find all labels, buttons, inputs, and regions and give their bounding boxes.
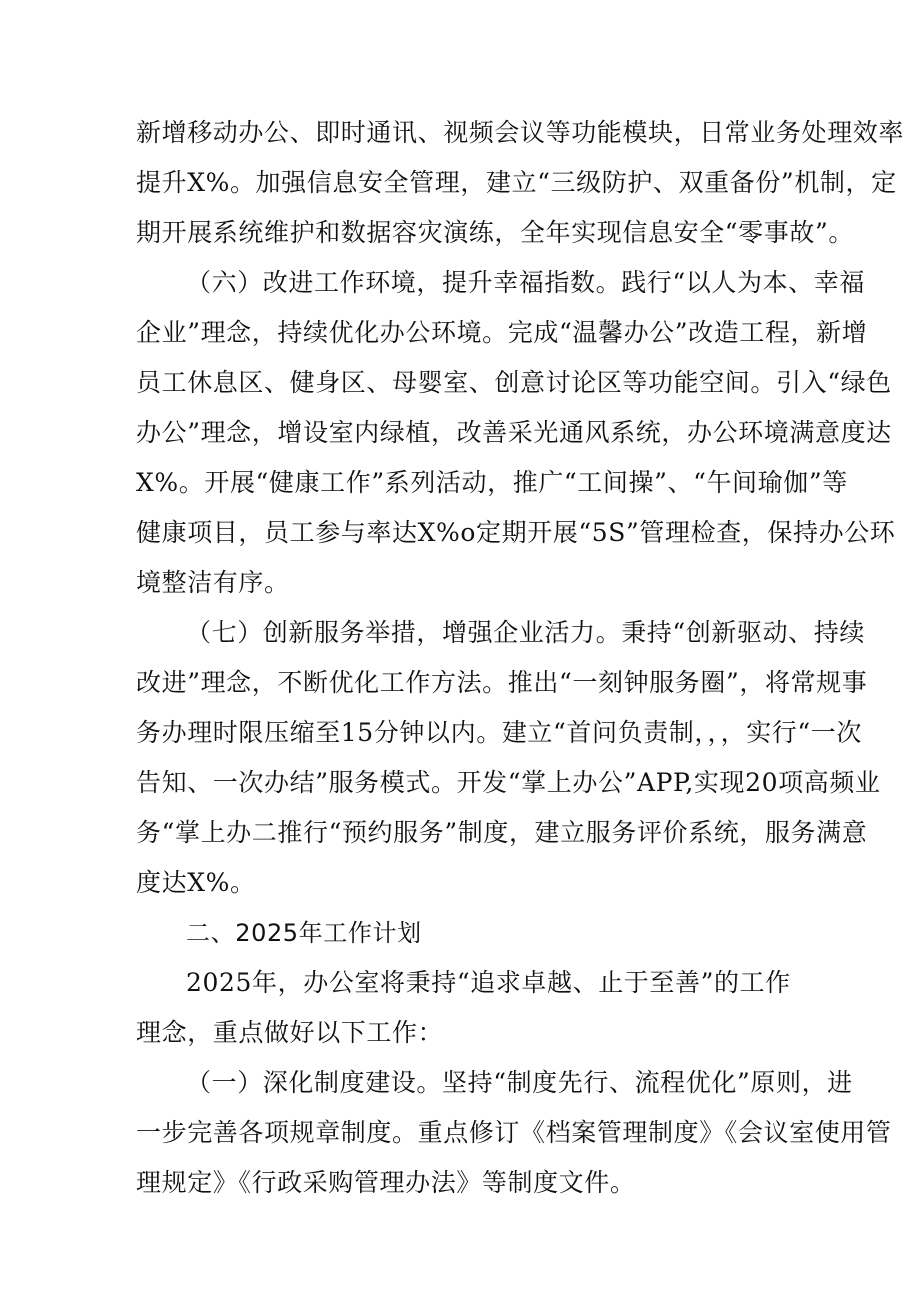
- paragraph-line: 度达X%。: [136, 868, 256, 897]
- paragraph-line: 务“掌上办二推行“预约服务”制度，建立服务评价系统，服务满意: [136, 818, 868, 847]
- paragraph-line: （七）创新服务举措，增强企业活力。秉持“创新驱动、持续: [186, 618, 865, 647]
- paragraph-line: 改进”理念，不断优化工作方法。推出“一刻钟服务圈”，将常规事: [136, 668, 868, 697]
- paragraph-line: X%。开展“健康工作”系列活动，推广“工间操”、“午间瑜伽”等: [136, 468, 848, 497]
- paragraph-line: 理规定》《行政采购管理办法》等制度文件。: [136, 1168, 636, 1197]
- paragraph-line: 务办理时限压缩至15分钟以内。建立“首问负责制，，，实行“一次: [136, 718, 862, 747]
- paragraph-line: 员工休息区、健身区、母婴室、创意讨论区等功能空间。引入“绿色: [136, 368, 892, 397]
- paragraph-line: 期开展系统维护和数据容灾演练，全年实现信息安全“零事故”。: [136, 218, 854, 247]
- paragraph-line: 一步完善各项规章制度。重点修订《档案管理制度》《会议室使用管: [136, 1118, 892, 1147]
- paragraph-line: 办公”理念，增设室内绿植，改善采光通风系统，办公环境满意度达: [136, 418, 892, 447]
- section-heading: 二、2025年工作计划: [186, 919, 422, 947]
- paragraph-line: 境整洁有序。: [136, 568, 290, 597]
- paragraph-line: （六）改进工作环境，提升幸福指数。践行“以人为本、幸福: [186, 268, 865, 297]
- paragraph-line: （一）深化制度建设。坚持“制度先行、流程优化”原则，进: [186, 1068, 853, 1097]
- paragraph-line: 理念，重点做好以下工作：: [136, 1018, 444, 1047]
- paragraph-line: 新增移动办公、即时通讯、视频会议等功能模块，日常业务处理效率: [136, 118, 905, 147]
- paragraph-line: 2025年，办公室将秉持“追求卓越、止于至善”的工作: [186, 968, 791, 997]
- paragraph-line: 提升X%。加强信息安全管理，建立“三级防护、双重备份”机制，定: [136, 168, 897, 197]
- paragraph-line: 健康项目，员工参与率达X%o定期开展“5S”管理检查，保持办公环: [136, 518, 896, 547]
- paragraph-line: 企业”理念，持续优化办公环境。完成“温馨办公”改造工程，新增: [136, 318, 868, 347]
- paragraph-line: 告知、一次办结”服务模式。开发“掌上办公”APP,实现20项高频业: [136, 768, 881, 797]
